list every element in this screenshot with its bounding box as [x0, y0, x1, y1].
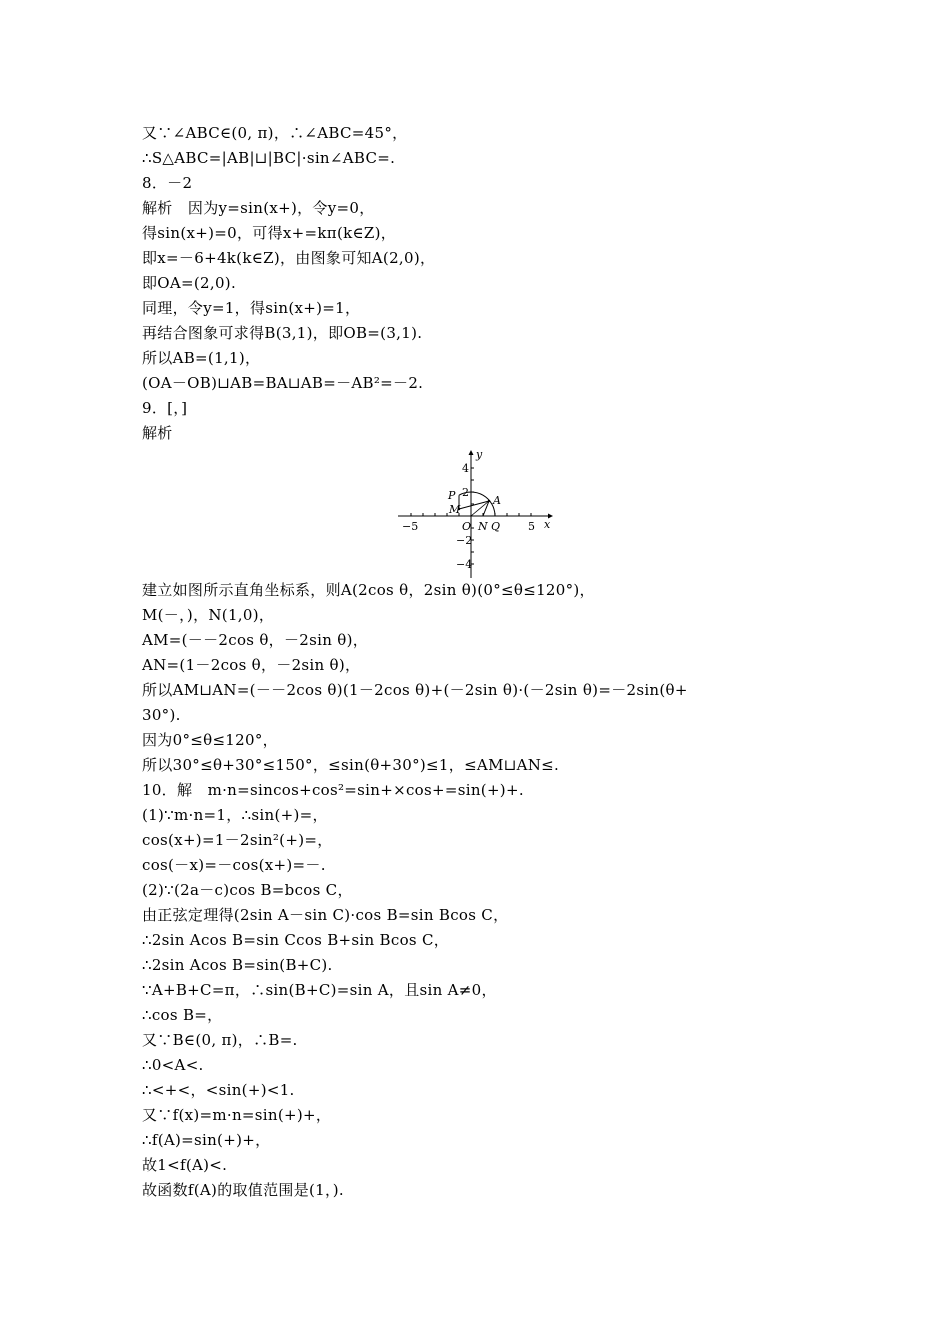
- text-line: ∴S△ABC=|AB|⊔|BC|·sin∠ABC=.: [142, 149, 396, 167]
- text-line: 故函数f(A)的取值范围是(1，).: [142, 1181, 345, 1199]
- text-line: 解析 因为y=sin(x+)，令y=0，: [142, 199, 375, 217]
- text-line: 9．[，]: [142, 399, 188, 417]
- text-line: ∴2sin Acos B=sin(B+C).: [142, 956, 333, 974]
- text-line: 又∵f(x)=m·n=sin(+)+，: [142, 1106, 332, 1124]
- text-line: 又∵∠ABC∈(0, π)，∴∠ABC=45°，: [142, 124, 408, 142]
- text-line: AM=(－－2cos θ，－2sin θ)，: [142, 631, 369, 649]
- figure-container: [142, 446, 822, 578]
- text-line: ∴0<A<.: [142, 1056, 204, 1074]
- text-line: 由正弦定理得(2sin A－sin C)·cos B=sin Bcos C，: [142, 906, 509, 924]
- text-line: 8．－2: [142, 174, 193, 192]
- text-line: 建立如图所示直角坐标系，则A(2cos θ，2sin θ)(0°≤θ≤120°)，: [142, 581, 595, 599]
- text-line: 即OA=(2,0).: [142, 274, 237, 292]
- point-label-q: Q: [491, 520, 501, 533]
- text-line: 所以30°≤θ+30°≤150°，≤sin(θ+30°)≤1，≤AM⊔AN≤.: [142, 756, 560, 774]
- text-line: cos(－x)=－cos(x+)=－.: [142, 856, 326, 874]
- text-line: 所以AM⊔AN=(－－2cos θ)(1－2cos θ)+(－2sin θ)·(－2sin θ)=－2sin(θ+: [142, 681, 688, 699]
- text-line: ∴2sin Acos B=sin Ccos B+sin Bcos C，: [142, 931, 450, 949]
- text-line: AN=(1－2cos θ，－2sin θ)，: [142, 656, 361, 674]
- y-tick-label: −4: [456, 558, 473, 571]
- text-line: (2)∵(2a－c)cos B=bcos C，: [142, 881, 353, 899]
- y-tick-label: 4: [462, 462, 469, 475]
- text-line: ∵A+B+C=π，∴sin(B+C)=sin A，且sin A≠0，: [142, 981, 497, 999]
- y-axis-arrow: [469, 450, 474, 455]
- x-tick-label: −5: [402, 520, 419, 533]
- text-line: M(－，)，N(1,0)，: [142, 606, 275, 624]
- text-line: 再结合图象可求得B(3,1)，即OB=(3,1).: [142, 324, 423, 342]
- text-line: (OA－OB)⊔AB=BA⊔AB=－AB²=－2.: [142, 374, 424, 392]
- point-label-p: P: [448, 489, 456, 502]
- y-tick-label: 2: [462, 486, 469, 499]
- x-tick-label: 5: [528, 520, 535, 533]
- text-line: ∴f(A)=sin(+)+，: [142, 1131, 271, 1149]
- text-line: ∴<+<，<sin(+)<1.: [142, 1081, 295, 1099]
- text-line: ∴cos B=，: [142, 1006, 223, 1024]
- text-line: (1)∵m·n=1，∴sin(+)=，: [142, 806, 328, 824]
- text-line: cos(x+)=1－2sin²(+)=，: [142, 831, 333, 849]
- y-axis-label: y: [476, 448, 483, 461]
- text-line: 解析: [142, 424, 173, 442]
- y-tick-label: −2: [456, 534, 473, 547]
- text-line: 又∵B∈(0, π)，∴B=.: [142, 1031, 298, 1049]
- point-label-m: M: [449, 503, 461, 516]
- text-line: 因为0°≤θ≤120°，: [142, 731, 278, 749]
- point-label-n: N: [478, 520, 488, 533]
- text-line: 30°).: [142, 706, 181, 724]
- coordinate-figure: [398, 448, 558, 578]
- x-axis-label: x: [544, 518, 551, 531]
- text-line: 10．解 m·n=sincos+cos²=sin+×cos+=sin(+)+.: [142, 781, 524, 799]
- point-label-a: A: [493, 494, 501, 507]
- text-line: 故1<f(A)<.: [142, 1156, 228, 1174]
- point-a-dot: [488, 500, 490, 502]
- text-line: 所以AB=(1,1)，: [142, 349, 261, 367]
- point-label-o: O: [462, 520, 472, 533]
- solution-text: [142, 121, 822, 1203]
- text-line: 得sin(x+)=0，可得x+=kπ(k∈Z)，: [142, 224, 397, 242]
- text-line: 同理，令y=1，得sin(x+)=1，: [142, 299, 361, 317]
- text-line: 即x=－6+4k(k∈Z)，由图象可知A(2,0)，: [142, 249, 436, 267]
